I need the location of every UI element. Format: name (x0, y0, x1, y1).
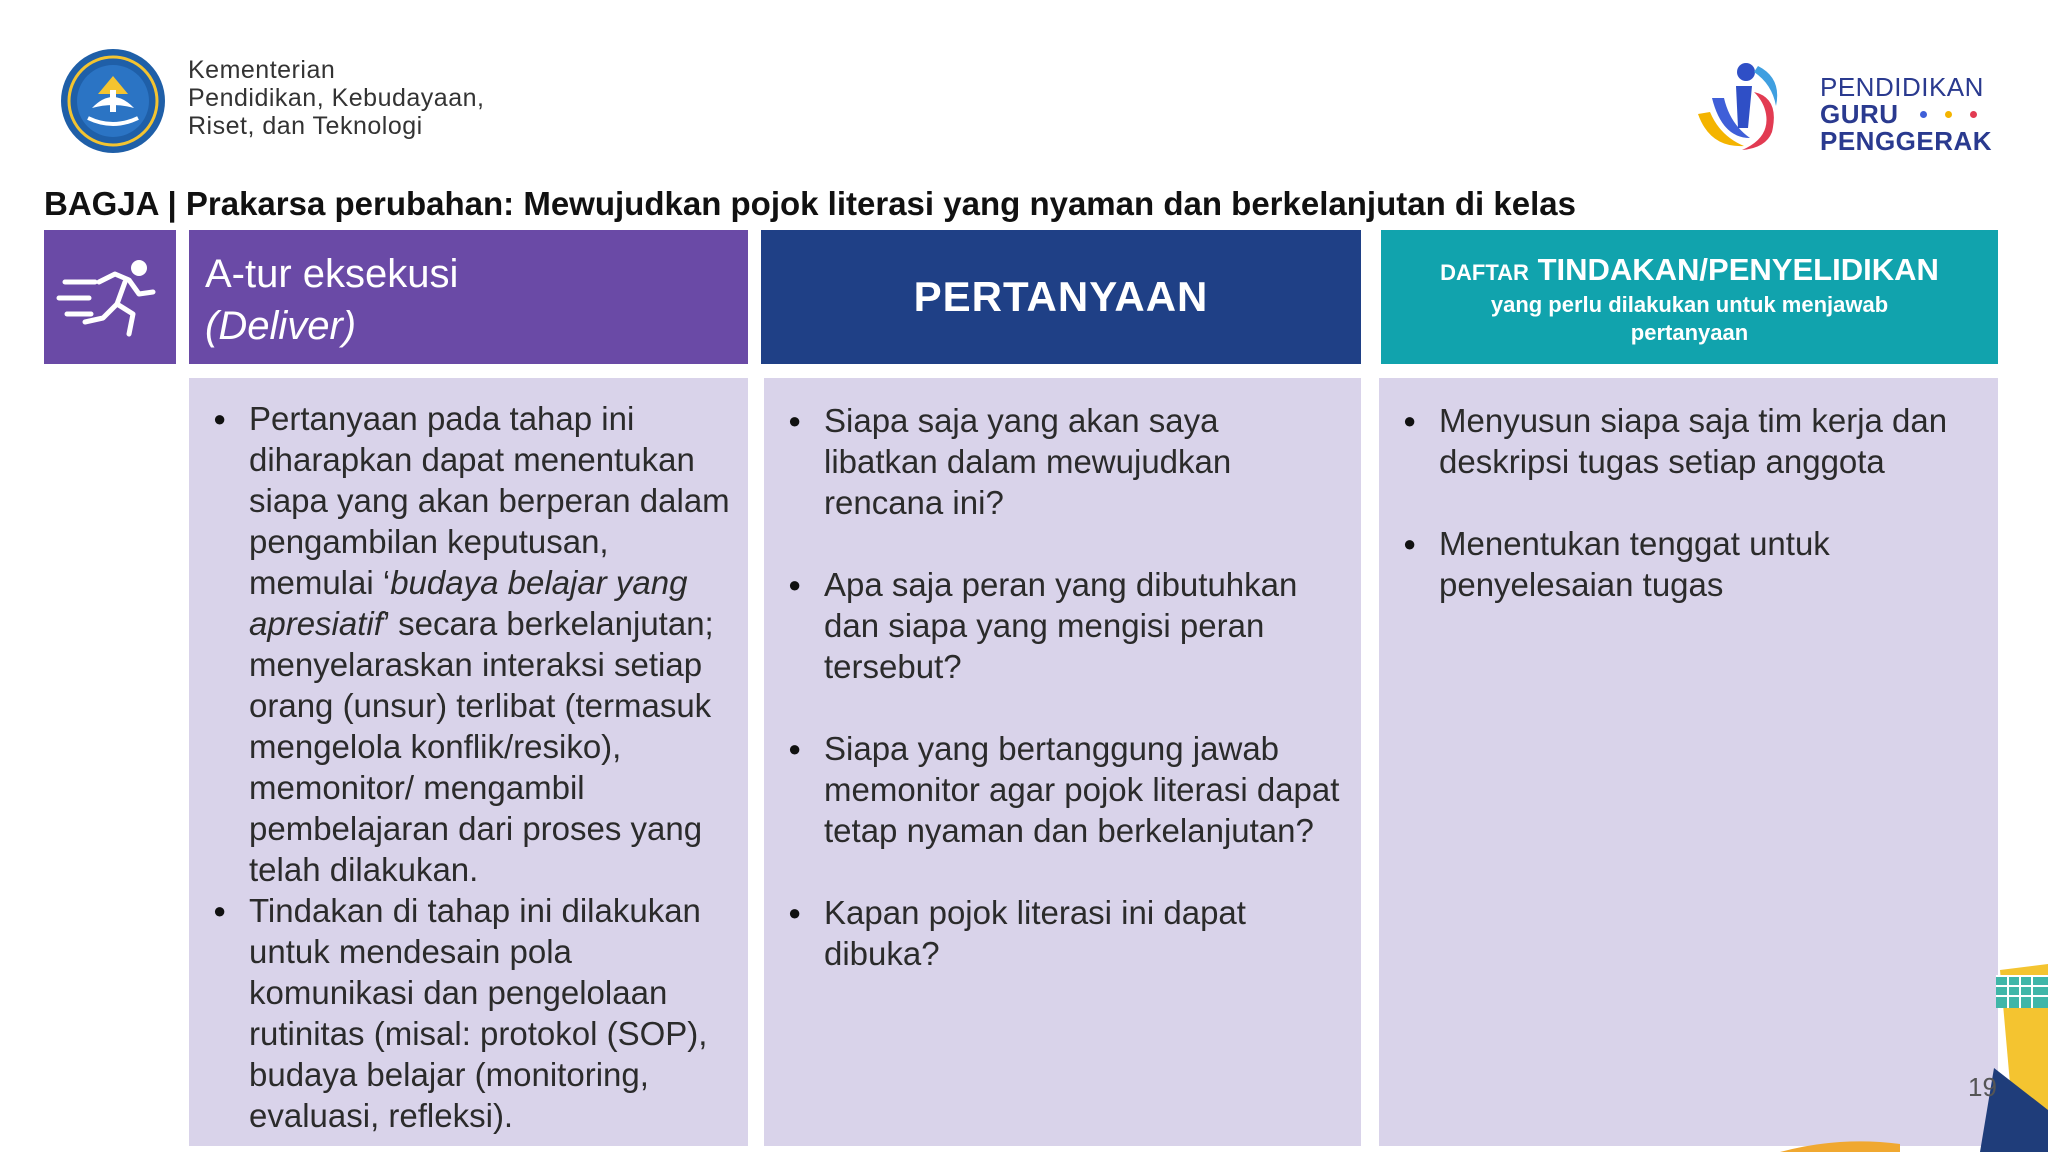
deliver-title: A-tur eksekusi (205, 252, 459, 296)
runner-icon-box (44, 230, 176, 364)
deliver-bullet-1-italic: budaya belajar yang apresiatif (249, 564, 688, 642)
daftar-list (1379, 378, 1998, 605)
ministry-line-1: Kementerian (188, 56, 336, 84)
guru-penggerak-wordmark (1820, 74, 1992, 155)
daftar-header (1381, 230, 1998, 364)
wordmark-guru: GURU (1820, 99, 1899, 129)
list-item: ● Apa saja peran yang dibutuhkan dan siapa yang mengisi peran tersebut? (764, 564, 1341, 687)
list-item: ● Kapan pojok literasi ini dapat dibuka? (764, 892, 1341, 974)
wordmark-dots-icon (1911, 101, 1986, 128)
daftar-subtitle-1: yang perlu dilakukan untuk menjawab (1490, 292, 1889, 317)
wordmark-line-3: PENGGERAK (1820, 126, 1993, 156)
ministry-line-3: Riset, dan Teknologi (188, 112, 423, 140)
pertanyaan-title: PERTANYAAN (913, 273, 1209, 320)
guru-penggerak-logo (1692, 58, 1792, 158)
pertanyaan-header (761, 230, 1361, 364)
daftar-title-big: TINDAKAN/PENYELIDIKAN (1537, 252, 1939, 287)
deliver-panel (189, 378, 748, 1146)
list-item: ● Tindakan di tahap ini dilakukan untuk mendesain pola komunikasi dan pengelolaan rutinitas (misal: protokol (SOP), budaya belajar (monitoring, evaluasi, refleksi). (189, 890, 734, 1136)
ministry-line-2: Pendidikan, Kebudayaan, (188, 84, 485, 112)
list-item (189, 398, 734, 890)
list-item: ● Siapa saja yang akan saya libatkan dalam mewujudkan rencana ini? (764, 400, 1341, 523)
list-item: ● Menyusun siapa saja tim kerja dan deskripsi tugas setiap anggota (1379, 400, 1978, 482)
wordmark-line-2 (1820, 101, 1992, 128)
daftar-title (1381, 252, 1998, 291)
daftar-subtitle-2: pertanyaan (1630, 320, 1749, 345)
daftar-title-small: DAFTAR (1440, 260, 1529, 285)
deliver-bullet-1-pre: Pertanyaan pada tahap ini diharapkan dapat menentukan siapa yang akan berperan dalam pengambilan keputusan, memulai ‘ (249, 400, 730, 601)
running-person-icon (55, 252, 165, 342)
page-title: BAGJA | Prakarsa perubahan: Mewujudkan pojok literasi yang nyaman dan berkelanjutan di kelas (44, 185, 1576, 222)
kemdikbud-logo (58, 46, 168, 156)
ministry-name (188, 56, 484, 140)
page-number: 19 (1968, 1072, 1997, 1102)
deliver-subtitle: (Deliver) (205, 304, 357, 348)
deliver-bullets (189, 378, 748, 1136)
pertanyaan-list (764, 378, 1361, 974)
deliver-header (189, 230, 748, 364)
list-item: ● Siapa yang bertanggung jawab memonitor agar pojok literasi dapat tetap nyaman dan berkelanjutan? (764, 728, 1341, 851)
wordmark-line-1: PENDIDIKAN (1820, 72, 1984, 102)
deliver-bullet-1-post: ’ secara berkelanjutan; menyelaraskan interaksi setiap orang (unsur) terlibat (termasuk mengelola konflik/resiko), memonitor/ mengambil pembelajaran dari proses yang telah dilakukan. (249, 605, 714, 888)
decorative-corner (1780, 960, 2048, 1152)
list-item: ● Menentukan tenggat untuk penyelesaian tugas (1379, 523, 1978, 605)
pertanyaan-panel (764, 378, 1361, 1146)
